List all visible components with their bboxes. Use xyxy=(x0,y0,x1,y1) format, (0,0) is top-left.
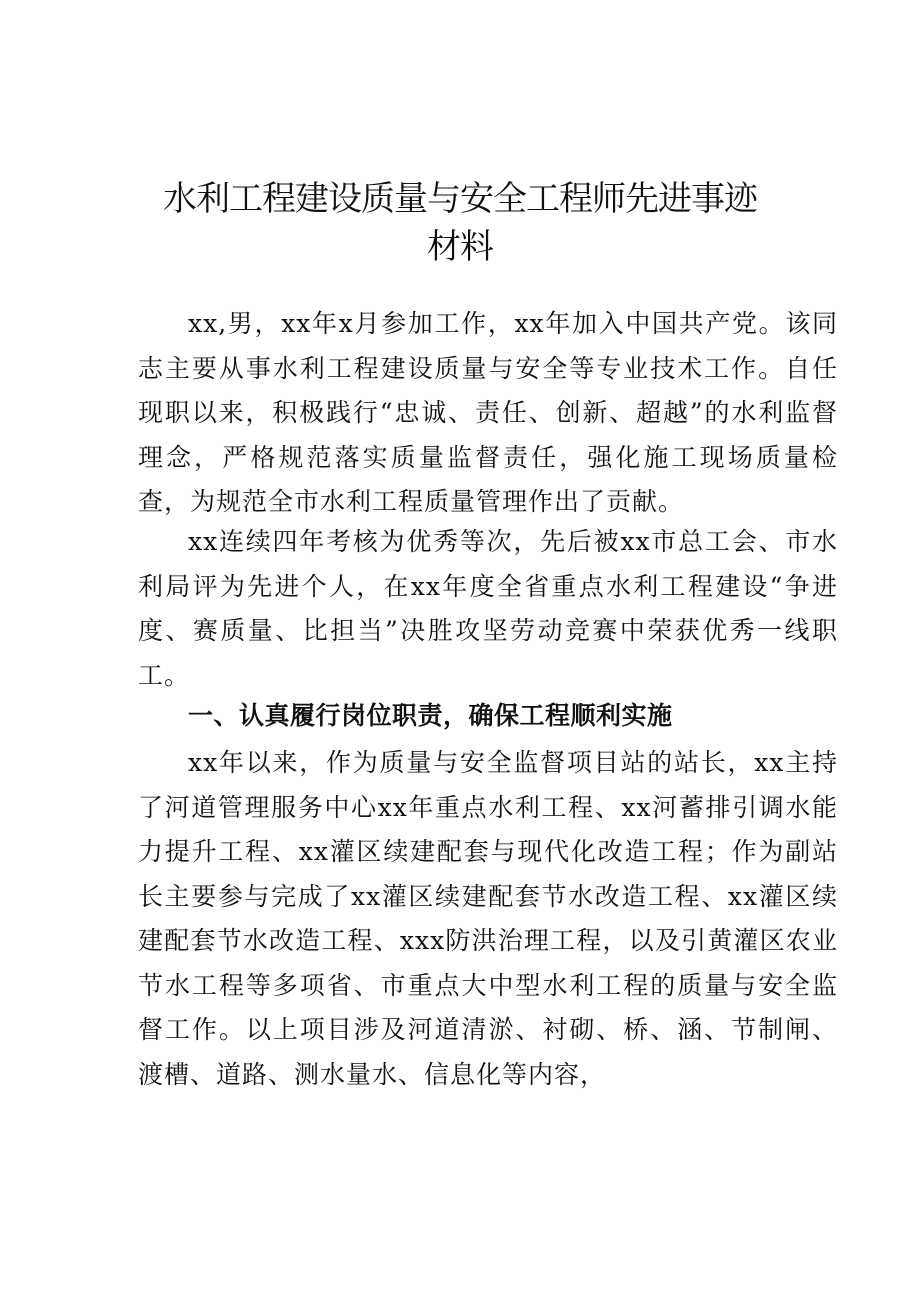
paragraph-introduction: xx,男，xx年x月参加工作，xx年加入中国共产党。该同志主要从事水利工程建设质量与安全等专业技术工作。自任现职以来，积极践行“忠诚、责任、创新、超越”的水利监督理念，严格规范落实质量监督责任，强化施工现场质量检查，为规范全市水利工程质量管理作出了贡献。 xyxy=(138,309,838,516)
paragraph-projects: xx年以来，作为质量与安全监督项目站的站长，xx主持了河道管理服务中心xx年重点水利工程、xx河蓄排引调水能力提升工程、xx灌区续建配套与现代化改造工程；作为副站长主要参与完成了xx灌区续建配套节水改造工程、xx灌区续建配套节水改造工程、xxx防洪治理工程，以及引黄灌区农业节水工程等多项省、市重点大中型水利工程的质量与安全监督工作。以上项目涉及河道清淤、衬砌、桥、涵、节制闸、渡槽、道路、测水量水、信息化等内容， xyxy=(138,748,838,1089)
document-title-line-2: 材料 xyxy=(427,227,493,267)
section-heading-1: 一、认真履行岗位职责，确保工程顺利实施 xyxy=(188,701,673,730)
paragraph-honors: xx连续四年考核为优秀等次，先后被xx市总工会、市水利局评为先进个人，在xx年度全省重点水利工程建设“争进度、赛质量、比担当”决胜攻坚劳动竞赛中荣获优秀一线职工。 xyxy=(138,527,838,690)
document-title-line-1: 水利工程建设质量与安全工程师先进事迹 xyxy=(163,179,757,219)
